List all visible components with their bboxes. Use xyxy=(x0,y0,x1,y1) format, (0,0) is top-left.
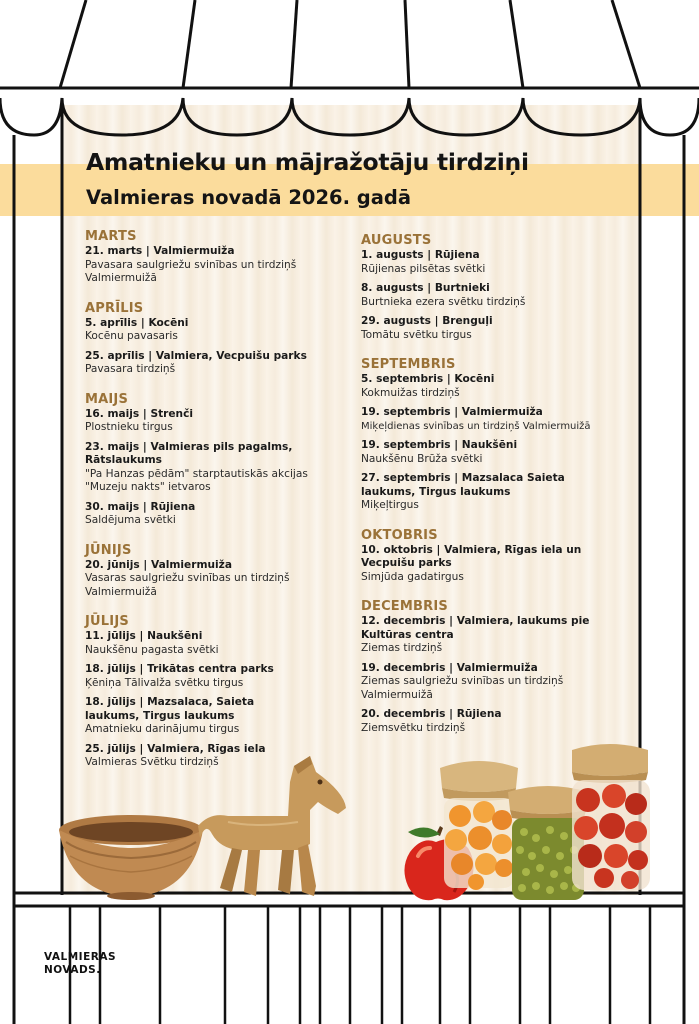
event-heading: 20. jūnijs | Valmiermuiža xyxy=(85,558,232,571)
event-description: Rūjienas pilsētas svētki xyxy=(361,262,486,275)
event-heading: 10. oktobris | Valmiera, Rīgas iela un Vecpuišu parks xyxy=(361,543,582,569)
event-heading: 19. decembris | Valmiermuiža xyxy=(361,661,538,674)
month-heading: JŪNIJS xyxy=(85,542,132,558)
event-heading: 5. aprīlis | Kocēni xyxy=(85,316,189,329)
awning-stripe xyxy=(60,0,86,88)
event-description: Pavasara saulgriežu svinības un tirdziņš xyxy=(85,258,297,271)
event-description: "Pa Hanzas pēdām" starptautiskās akcijas xyxy=(85,467,308,480)
event-item xyxy=(361,708,651,735)
event-description: Miķeļtirgus xyxy=(361,499,419,511)
event-item xyxy=(361,544,651,585)
event-heading: 16. maijs | Strenči xyxy=(85,407,194,420)
awning-stripe xyxy=(291,0,297,88)
event-heading: 19. septembris | Naukšēni xyxy=(361,439,518,451)
event-description: Burtnieka ezera svētku tirdziņš xyxy=(361,295,526,308)
month-heading: MARTS xyxy=(85,229,137,244)
event-description: Ziemas tirdziņš xyxy=(361,642,443,654)
event-item xyxy=(361,249,651,276)
month-heading: DECEMBRIS xyxy=(361,599,448,614)
month-section-aprilis xyxy=(85,300,347,377)
event-item xyxy=(361,472,651,513)
event-description: Ziemas saulgriežu svinības un tirdziņš xyxy=(361,675,564,687)
awning-stripe xyxy=(612,0,640,88)
event-heading: 23. maijs | Valmieras pils pagalms, Rātslaukums xyxy=(85,440,293,466)
awning-stripe xyxy=(183,0,195,88)
event-heading: 20. decembris | Rūjiena xyxy=(361,708,502,720)
month-section-decembris xyxy=(361,598,651,735)
ceramic-bowl-illustration xyxy=(56,812,206,902)
month-section-marts xyxy=(85,228,347,286)
event-item xyxy=(85,630,347,657)
awning-stripe xyxy=(510,0,523,88)
event-item xyxy=(361,373,651,400)
month-section-oktobris xyxy=(361,527,651,585)
event-description: Valmiermuižā xyxy=(361,688,433,701)
event-heading: 5. septembris | Kocēni xyxy=(361,373,495,385)
event-description: Kocēnu pavasaris xyxy=(85,330,178,342)
awning-scallops xyxy=(0,98,699,135)
event-item xyxy=(85,663,347,690)
event-description: Valmiermuižā xyxy=(85,272,157,284)
event-item xyxy=(85,501,347,528)
event-item xyxy=(361,315,651,342)
tomato-jar-illustration xyxy=(566,744,654,892)
event-heading: 19. septembris | Valmiermuiža xyxy=(361,406,543,418)
schedule-column-left xyxy=(85,228,347,770)
event-description: Saldējuma svētki xyxy=(85,514,176,526)
logo-line-2: NOVADS. xyxy=(44,964,101,976)
event-heading: 25. aprīlis | Valmiera, Vecpuišu parks xyxy=(85,349,307,362)
logo-line-1: VALMIERAS xyxy=(44,951,117,963)
event-item xyxy=(85,317,347,344)
month-heading: JŪLIJS xyxy=(85,614,129,629)
month-section-julijs xyxy=(85,613,347,770)
counter-slats xyxy=(70,906,650,1024)
event-heading: 8. augusts | Burtnieki xyxy=(361,282,490,294)
event-description: Amatnieku darinājumu tirgus xyxy=(85,723,240,735)
event-description: Kokmuižas tirdziņš xyxy=(361,386,460,399)
month-section-maijs xyxy=(85,391,347,528)
valmieras-novads-logo xyxy=(44,951,116,977)
event-description: Valmiermuižā xyxy=(85,585,157,598)
event-description: Vasaras saulgriežu svinības un tirdziņš xyxy=(85,572,290,584)
event-heading: 12. decembris | Valmiera, laukums pie Kultūras centra xyxy=(361,615,590,641)
event-description: "Muzeju nakts" ietvaros xyxy=(85,481,211,493)
event-item xyxy=(85,408,347,435)
event-heading: 18. jūlijs | Mazsalaca, Saieta laukums, Tirgus laukums xyxy=(85,696,255,722)
event-item xyxy=(85,441,347,495)
event-description: Miķeļdienas svinības un tirdziņš Valmiermuižā xyxy=(361,420,591,432)
event-heading: 25. jūlijs | Valmiera, Rīgas iela xyxy=(85,742,266,755)
month-heading: OKTOBRIS xyxy=(361,527,438,543)
month-section-septembris xyxy=(361,356,651,513)
event-heading: 1. augusts | Rūjiena xyxy=(361,249,480,261)
event-item xyxy=(361,439,651,466)
event-description: Pavasara tirdziņš xyxy=(85,363,176,375)
event-item xyxy=(85,245,347,286)
month-section-junijs xyxy=(85,542,347,600)
event-heading: 30. maijs | Rūjiena xyxy=(85,500,196,513)
schedule-column-right xyxy=(361,232,651,735)
page-title: Amatnieku un mājražotāju tirdziņi xyxy=(86,148,529,176)
event-description: Valmieras Svētku tirdziņš xyxy=(85,756,219,768)
awning-stripe xyxy=(405,0,409,88)
event-item xyxy=(361,615,651,656)
event-description: Ziemsvētku tirdziņš xyxy=(361,721,466,734)
month-heading: SEPTEMBRIS xyxy=(361,357,456,372)
event-item xyxy=(361,662,651,703)
event-item xyxy=(361,282,651,309)
event-item xyxy=(85,696,347,737)
month-heading: MAIJS xyxy=(85,391,129,407)
event-item xyxy=(85,559,347,600)
page-subtitle: Valmieras novadā 2026. gadā xyxy=(86,186,412,209)
event-description: Naukšēnu pagasta svētki xyxy=(85,643,219,656)
wooden-toy-horse-illustration xyxy=(198,752,348,902)
event-heading: 11. jūlijs | Naukšēni xyxy=(85,630,203,642)
event-description: Ķēniņa Tālivalža svētku tirgus xyxy=(85,676,244,689)
event-heading: 18. jūlijs | Trikātas centra parks xyxy=(85,663,274,675)
month-heading: AUGUSTS xyxy=(361,233,432,248)
event-heading: 27. septembris | Mazsalaca Saieta laukums, Tirgus laukums xyxy=(361,472,565,498)
event-description: Plostnieku tirgus xyxy=(85,421,173,433)
event-heading: 21. marts | Valmiermuiža xyxy=(85,245,235,257)
event-heading: 29. augusts | Brenguļi xyxy=(361,315,493,327)
event-description: Tomātu svētku tirgus xyxy=(361,328,472,341)
event-item xyxy=(85,350,347,377)
event-description: Simjūda gadatirgus xyxy=(361,570,464,583)
month-section-augusts xyxy=(361,232,651,342)
event-description: Naukšēnu Brūža svētki xyxy=(361,452,483,465)
event-item xyxy=(361,406,651,433)
month-heading: APRĪLIS xyxy=(85,300,144,316)
